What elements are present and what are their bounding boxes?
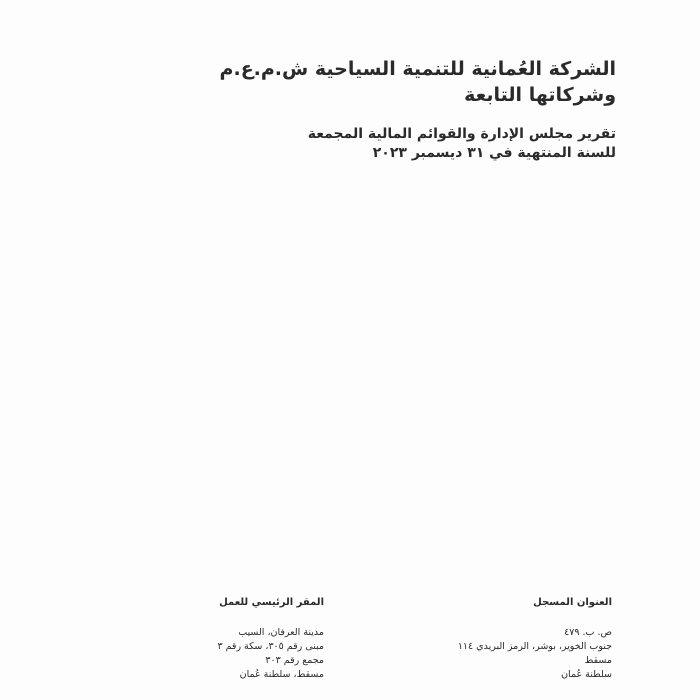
registered-address-line: مسقط — [584, 655, 612, 666]
head-office-line: مسقط، سلطنة عُمان — [239, 669, 324, 680]
head-office-line: مدينة العرفان، السيب — [238, 627, 324, 638]
registered-address-line: جنوب الخوير، بوشر، الرمز البريدي ١١٤ — [457, 641, 612, 652]
head-office-address — [124, 596, 324, 682]
head-office-heading: المقر الرئيسي للعمل — [219, 597, 324, 608]
registered-address — [412, 596, 612, 682]
registered-address-line: ص. ب. ٤٧٩ — [564, 627, 612, 638]
company-name: الشركة العُمانية للتنمية السياحية ش.م.ع.م — [219, 58, 616, 80]
report-subtitle — [56, 125, 616, 163]
head-office-line: مجمع رقم ٣٠٣ — [265, 655, 324, 666]
registered-address-line: سلطنة عُمان — [561, 669, 612, 680]
report-period: للسنة المنتهية في ٣١ ديسمبر ٢٠٢٣ — [372, 145, 616, 161]
registered-address-heading: العنوان المسجل — [533, 597, 612, 608]
company-subsidiaries: وشركاتها التابعة — [464, 84, 616, 106]
report-name: تقرير مجلس الإدارة والقوائم المالية المجمعة — [307, 126, 616, 142]
company-title — [56, 56, 616, 108]
head-office-line: مبنى رقم ٣٠٥، سكة رقم ٣ — [217, 641, 324, 652]
